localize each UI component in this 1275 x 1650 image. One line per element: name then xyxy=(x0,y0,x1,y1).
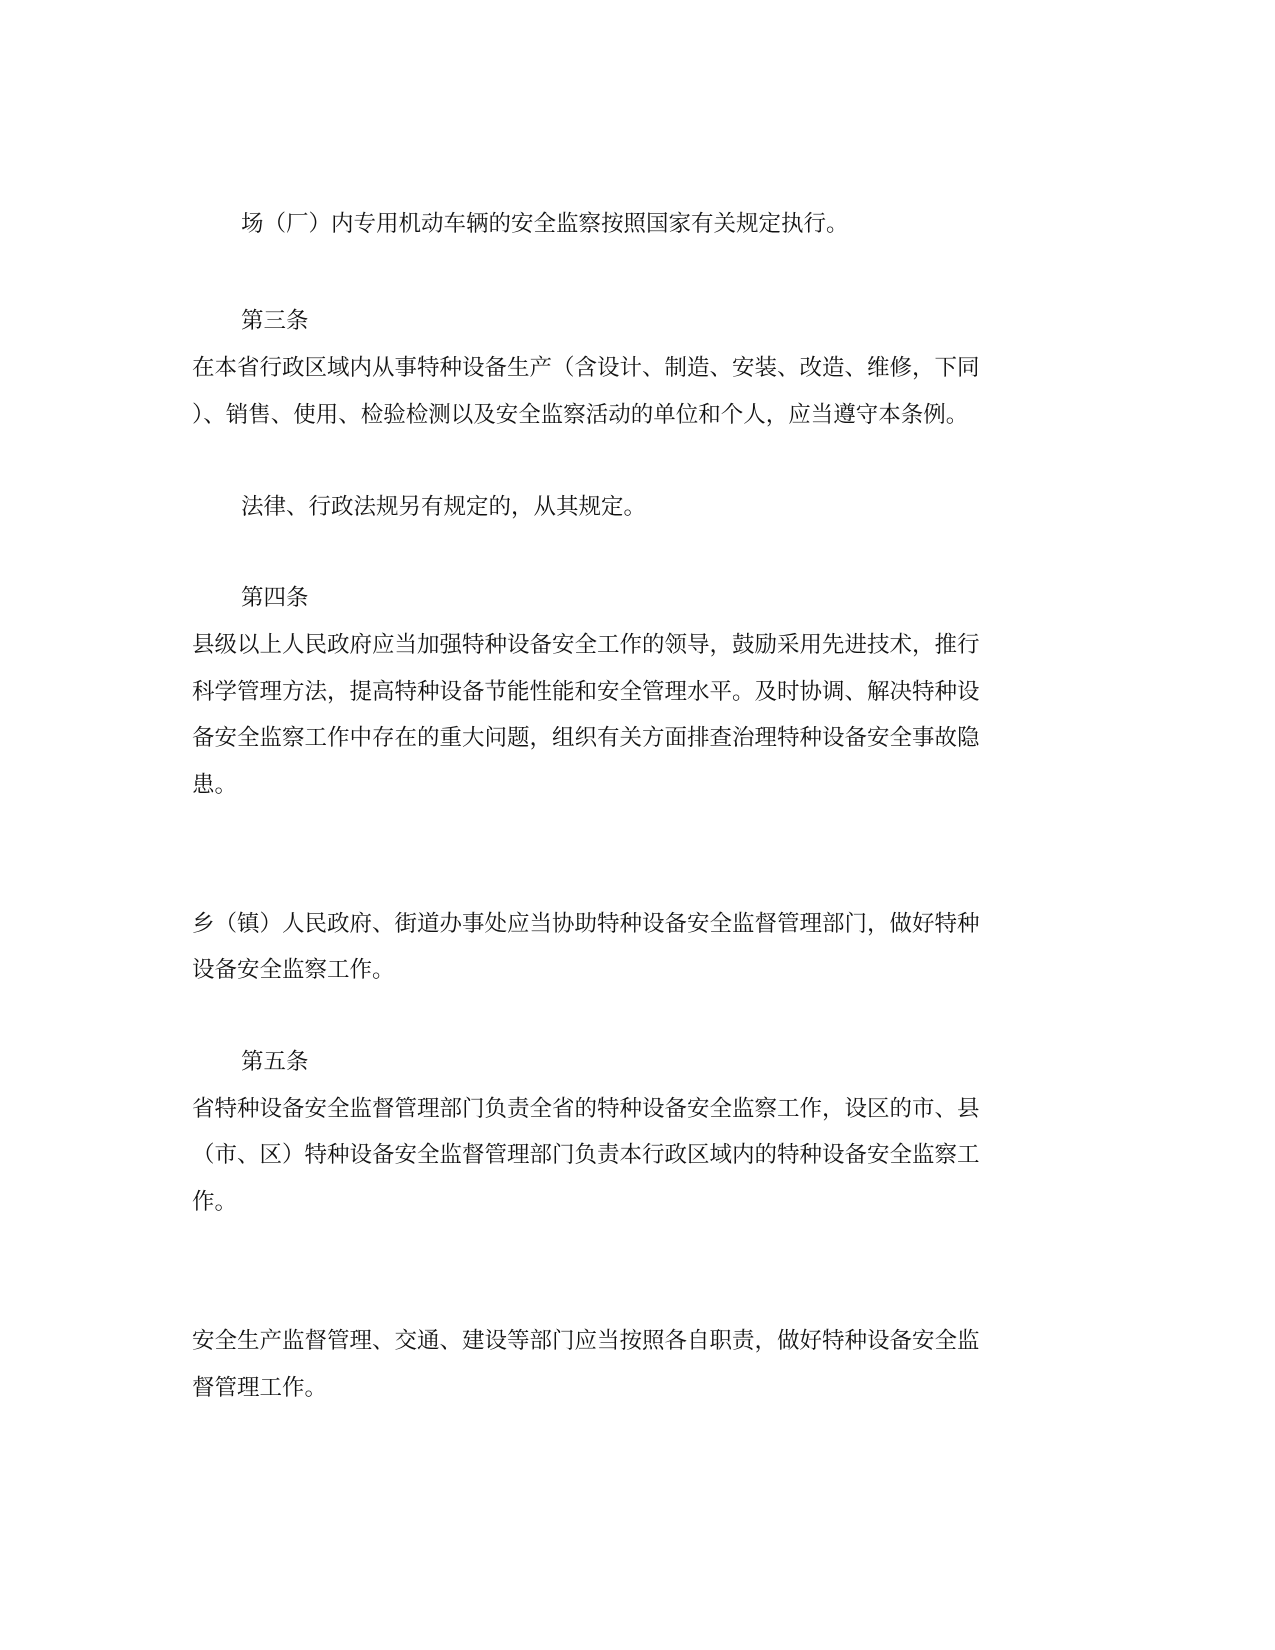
paragraph-line: 乡（镇）人民政府、街道办事处应当协助特种设备安全监督管理部门，做好特种 xyxy=(192,911,980,937)
paragraph-line: （市、区）特种设备安全监督管理部门负责本行政区域内的特种设备安全监察工 xyxy=(192,1142,980,1168)
paragraph-line: 督管理工作。 xyxy=(192,1375,328,1401)
paragraph-line: 县级以上人民政府应当加强特种设备安全工作的领导，鼓励采用先进技术，推行 xyxy=(192,632,980,658)
paragraph-line: 安全生产监督管理、交通、建设等部门应当按照各自职责，做好特种设备安全监 xyxy=(192,1328,980,1354)
paragraph-line: 患。 xyxy=(192,772,238,798)
paragraph-line: 在本省行政区域内从事特种设备生产（含设计、制造、安装、改造、维修，下同 xyxy=(192,355,980,381)
article-heading: 第五条 xyxy=(241,1049,309,1075)
paragraph-line: ）、销售、使用、检验检测以及安全监察活动的单位和个人，应当遵守本条例。 xyxy=(192,402,969,428)
article-heading: 第四条 xyxy=(241,585,309,611)
paragraph-line: 法律、行政法规另有规定的，从其规定。 xyxy=(241,494,647,520)
paragraph-line: 场（厂）内专用机动车辆的安全监察按照国家有关规定执行。 xyxy=(241,211,849,237)
paragraph-line: 设备安全监察工作。 xyxy=(192,957,395,983)
paragraph-line: 备安全监察工作中存在的重大问题，组织有关方面排查治理特种设备安全事故隐 xyxy=(192,725,980,751)
article-heading: 第三条 xyxy=(241,308,309,334)
paragraph-line: 科学管理方法，提高特种设备节能性能和安全管理水平。及时协调、解决特种设 xyxy=(192,679,980,705)
paragraph-line: 作。 xyxy=(192,1189,238,1215)
paragraph-line: 省特种设备安全监督管理部门负责全省的特种设备安全监察工作，设区的市、县 xyxy=(192,1096,980,1122)
